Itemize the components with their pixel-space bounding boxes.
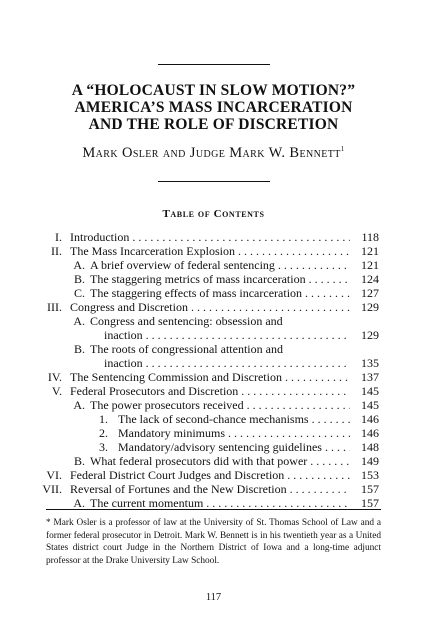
toc-entry-title: The power prosecutors received . . . [90, 398, 350, 412]
toc-entry-page: 146 [361, 426, 379, 440]
toc-entry-number: A. [73, 314, 85, 328]
toc-entry-title: Federal District Court Judges and Discretion . . . [70, 468, 350, 482]
toc-entry [0, 454, 427, 468]
toc-entry-title: The Sentencing Commission and Discretion . . . [70, 370, 350, 384]
page-number: 117 [205, 592, 222, 603]
toc-entry [0, 482, 427, 496]
toc-entry-page: 127 [361, 286, 379, 300]
top-rule [158, 64, 270, 65]
toc-entry-number: V. [51, 384, 62, 398]
toc-entry [0, 356, 427, 370]
toc-entry-page: 157 [361, 496, 379, 510]
toc-entry-title: Introduction . . . [70, 230, 350, 244]
author-footnote: * Mark Osler is a professor of law at the University of St. Thomas School of Law and a former federal prosecutor in Detroit. Mark W. Bennett is in his twentieth year as a United States district court Judge in the Northern District of Iowa and a long-time adjunct professor at the Drake University Law School. [46, 518, 381, 566]
toc-entry-number: I. [55, 230, 62, 244]
toc-entry-page: 137 [361, 370, 379, 384]
toc-entry-number: 3. [99, 440, 108, 454]
toc-entry-number: B. [73, 342, 85, 356]
toc-entry [0, 412, 427, 426]
toc-entry-number: II. [51, 244, 62, 258]
toc-entry-page: 129 [361, 328, 379, 342]
toc-entry-title: inaction . . . [104, 328, 350, 342]
toc-entry-page: 135 [361, 356, 379, 370]
toc-entry [0, 384, 427, 398]
toc-entry [0, 496, 427, 510]
toc-entry [0, 230, 427, 244]
toc-entry-title: inaction . . . [104, 356, 350, 370]
toc-entry-title: Reversal of Fortunes and the New Discretion . . . [70, 482, 350, 496]
toc-entry-number: B. [73, 454, 85, 468]
toc-entry-page: 124 [361, 272, 379, 286]
toc-entry-page: 146 [361, 412, 379, 426]
toc-entry [0, 258, 427, 272]
article-title [40, 82, 387, 133]
toc-entry-number: C. [73, 286, 85, 300]
toc-entry [0, 300, 427, 314]
title-line-3: AND THE ROLE OF DISCRETION [88, 116, 339, 133]
title-line-2: AMERICA’S MASS INCARCERATION [74, 99, 353, 116]
toc-entry [0, 328, 427, 342]
toc-entry-title: What federal prosecutors did with that power . . . [90, 454, 350, 468]
toc-entry [0, 468, 427, 482]
author-names: Mark Osler and Judge Mark W. Bennett [82, 145, 341, 161]
toc-entry-number: 2. [99, 426, 108, 440]
toc-entry [0, 342, 427, 356]
toc-entry-number: A. [73, 258, 85, 272]
toc-entry [0, 440, 427, 454]
toc-entry-title: The staggering effects of mass incarceration . . . [90, 286, 350, 300]
toc-entry-title: The current momentum . . . [90, 496, 350, 510]
toc-entry-title: Mandatory/advisory sentencing guidelines . . . [118, 440, 350, 454]
toc-entry-number: A. [73, 496, 85, 510]
toc-entry [0, 244, 427, 258]
toc-entry-title: Congress and sentencing: obsession and [90, 314, 283, 328]
toc-entry [0, 426, 427, 440]
toc-entry-title: The roots of congressional attention and [90, 342, 283, 356]
toc-entry [0, 370, 427, 384]
toc-entry-page: 121 [361, 258, 379, 272]
toc-entry [0, 272, 427, 286]
toc-entry-page: 148 [361, 440, 379, 454]
middle-rule [158, 181, 270, 182]
toc-entry-number: B. [73, 272, 85, 286]
author-line [20, 145, 407, 162]
toc-entry-number: IV. [47, 370, 62, 384]
toc-entry [0, 314, 427, 328]
toc-heading: Table of Contents [162, 208, 265, 220]
toc-entry-title: A brief overview of federal sentencing . . . [90, 258, 350, 272]
toc-entry-number: III. [47, 300, 62, 314]
toc-entry-page: 145 [361, 384, 379, 398]
toc-entry-page: 157 [361, 482, 379, 496]
toc-entry-title: Mandatory minimums . . . [118, 426, 350, 440]
toc-entry-page: 118 [361, 230, 379, 244]
footnote-rule [46, 509, 381, 510]
toc-entry-page: 121 [361, 244, 379, 258]
toc-entry [0, 286, 427, 300]
toc-entry-number: VII. [42, 482, 62, 496]
toc-entry-page: 145 [361, 398, 379, 412]
toc-entry [0, 398, 427, 412]
toc-entry-title: The lack of second-chance mechanisms . . . [118, 412, 350, 426]
toc-entry-page: 129 [361, 300, 379, 314]
toc-entry-title: The staggering metrics of mass incarceration . . . [90, 272, 350, 286]
toc-entry-page: 153 [361, 468, 379, 482]
toc-entry-number: 1. [99, 412, 108, 426]
toc-entry-number: A. [73, 398, 85, 412]
toc-entry-title: Federal Prosecutors and Discretion . . . [70, 384, 350, 398]
title-line-1: A “HOLOCAUST IN SLOW MOTION?” [71, 82, 356, 99]
author-footnote-mark: 1 [340, 145, 345, 154]
toc-entry-number: VI. [46, 468, 62, 482]
toc-entry-title: Congress and Discretion . . . [70, 300, 350, 314]
toc-entry-title: The Mass Incarceration Explosion . . . [70, 244, 350, 258]
toc-entry-page: 149 [361, 454, 379, 468]
